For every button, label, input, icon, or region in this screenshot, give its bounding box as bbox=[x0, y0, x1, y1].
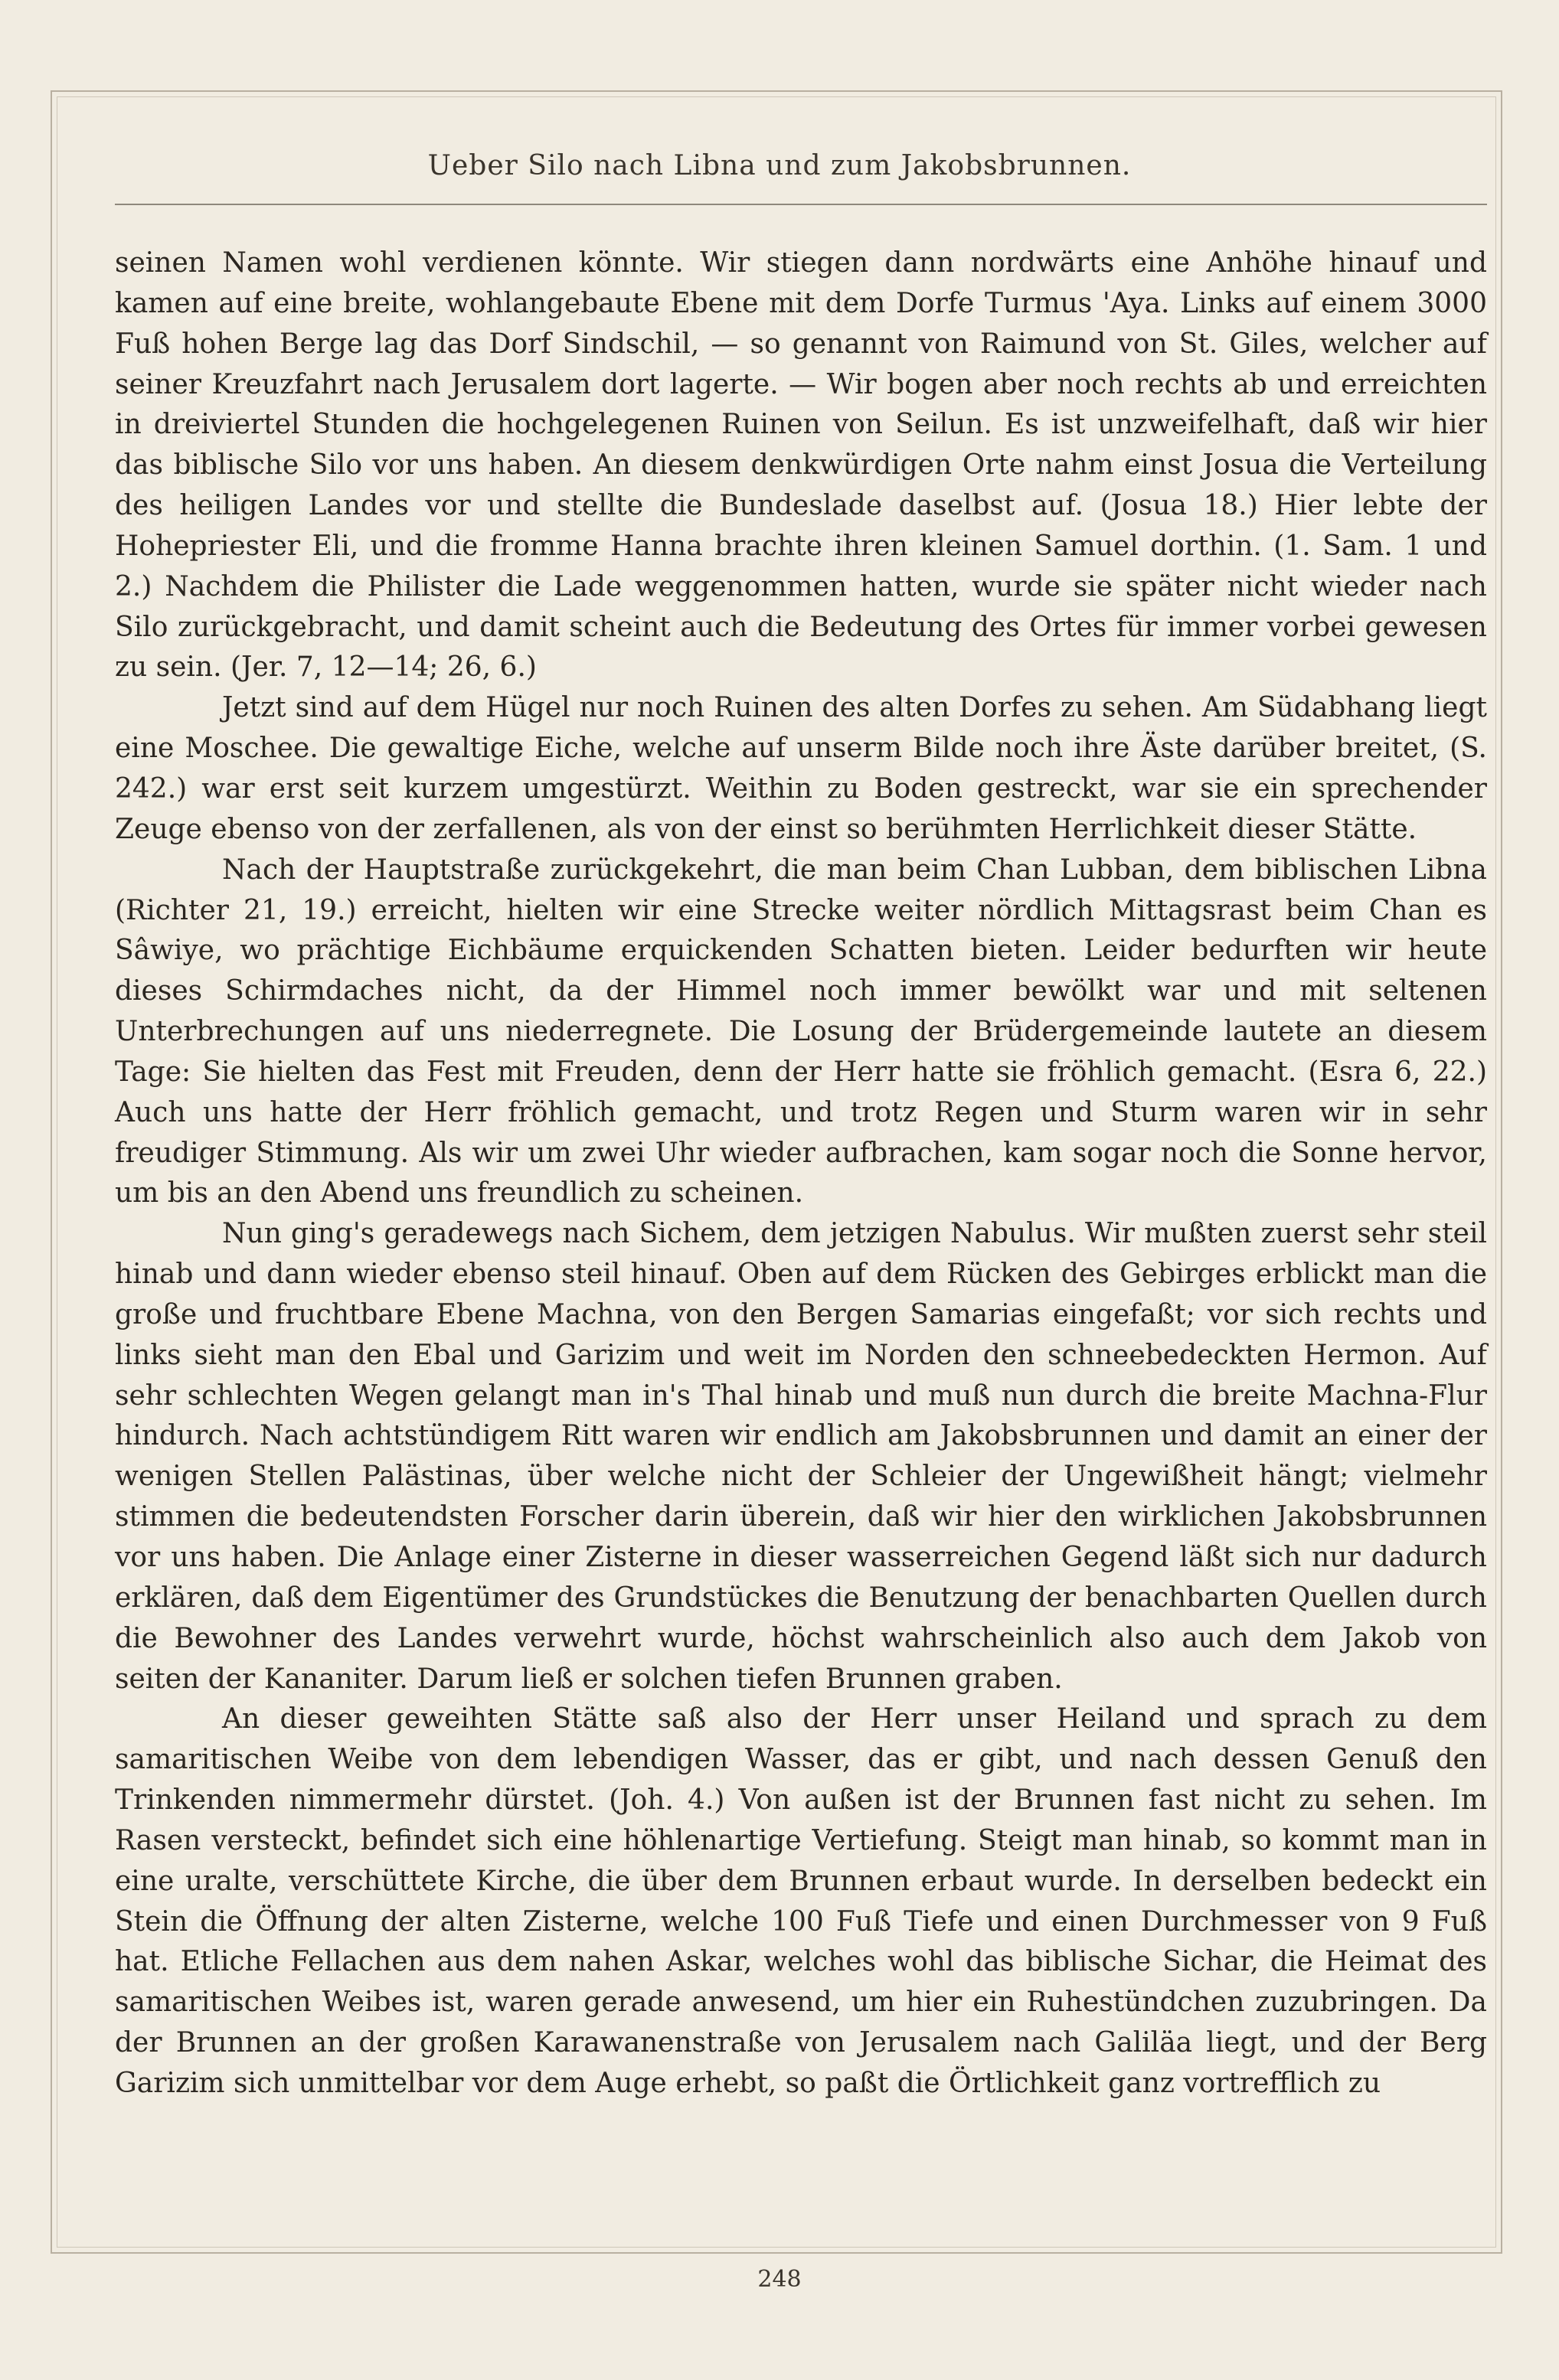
paragraph-1: seinen Namen wohl verdienen könnte. Wir stiegen dann nordwärts eine Anhöhe hinauf und kamen auf eine breite, wohlangebaute Ebene mit dem Dorfe Turmus 'Aya. Links auf einem 3000 Fuß hohen Berge lag das Dorf Sindschil, — so genannt von Raimund von St. Giles, welcher auf seiner Kreuzfahrt nach Jerusalem dort lagerte. — Wir bogen aber noch rechts ab und erreichten in dreiviertel Stunden die hochgelegenen Ruinen von Seilun. Es ist unzweifelhaft, daß wir hier das biblische Silo vor uns haben. An diesem denkwürdigen Orte nahm einst Josua die Verteilung des heiligen Landes vor und stellte die Bundeslade daselbst auf. (Josua 18.) Hier lebte der Hohepriester Eli, und die fromme Hanna brachte ihren kleinen Samuel dorthin. (1. Sam. 1 und 2.) Nachdem die Philister die Lade weggenommen hatten, wurde sie später nicht wieder nach Silo zurückgebracht, und damit scheint auch die Bedeutung des Ortes für immer vorbei gewesen zu sein. (Jer. 7, 12—14; 26, 6.) bbox=[115, 247, 1487, 684]
paragraph-4: Nun ging's geradewegs nach Sichem, dem jetzigen Nabulus. Wir mußten zuerst sehr steil hinab und dann wieder ebenso steil hinauf. Oben auf dem Rücken des Gebirges erblickt man die große und fruchtbare Ebene Machna, von den Bergen Samarias eingefaßt; vor sich rechts und links sieht man den Ebal und Garizim und weit im Norden den schneebedeckten Hermon. Auf sehr schlechten Wegen gelangt man in's Thal hinab und muß nun durch die breite Machna-Flur hindurch. Nach achtstündigem Ritt waren wir endlich am Jakobsbrunnen und damit an einer der wenigen Stellen Palästinas, über welche nicht der Schleier der Ungewißheit hängt; vielmehr stimmen die bedeutendsten Forscher darin überein, daß wir hier den wirklichen Jakobsbrunnen vor uns haben. Die Anlage einer Zisterne in dieser wasserreichen Gegend läßt sich nur dadurch erklären, daß dem Eigentümer des Grundstückes die Benutzung der benachbarten Quellen durch die Bewohner des Landes verwehrt wurde, höchst wahrscheinlich also auch dem Jakob von seiten der Kananiter. Darum ließ er solchen tiefen Brunnen graben. bbox=[115, 1218, 1487, 1695]
paragraph-5: An dieser geweihten Stätte saß also der Herr unser Heiland und sprach zu dem samaritischen Weibe von dem lebendigen Wasser, das er gibt, und nach dessen Genuß den Trinkenden nimmermehr dürstet. (Joh. 4.) Von außen ist der Brunnen fast nicht zu sehen. Im Rasen versteckt, befindet sich eine höhlenartige Vertiefung. Steigt man hinab, so kommt man in eine uralte, verschüttete Kirche, die über dem Brunnen erbaut wurde. In derselben bedeckt ein Stein die Öffnung der alten Zisterne, welche 100 Fuß Tiefe und einen Durchmesser von 9 Fuß hat. Etliche Fellachen aus dem nahen Askar, welches wohl das biblische Sichar, die Heimat des samaritischen Weibes ist, waren gerade anwesend, um hier ein Ruhestündchen zuzubringen. Da der Brunnen an der großen Karawanenstraße von Jerusalem nach Galiläa liegt, und der Berg Garizim sich unmittelbar vor dem Auge erhebt, so paßt die Örtlichkeit ganz vortrefflich zu bbox=[115, 1703, 1487, 2099]
body-text bbox=[115, 243, 1487, 2104]
running-header: Ueber Silo nach Libna und zum Jakobsbrunnen. bbox=[427, 150, 1132, 181]
header-rule bbox=[115, 204, 1487, 205]
page-number: 248 bbox=[757, 2266, 802, 2293]
paragraph-3: Nach der Hauptstraße zurückgekehrt, die man beim Chan Lubban, dem biblischen Libna (Richter 21, 19.) erreicht, hielten wir eine Strecke weiter nördlich Mittagsrast beim Chan es Sâwiye, wo prächtige Eichbäume erquickenden Schatten bieten. Leider bedurften wir heute dieses Schirmdaches nicht, da der Himmel noch immer bewölkt war und mit seltenen Unterbrechungen auf uns niederregnete. Die Losung der Brüdergemeinde lautete an diesem Tage: Sie hielten das Fest mit Freuden, denn der Herr hatte sie fröhlich gemacht. (Esra 6, 22.) Auch uns hatte der Herr fröhlich gemacht, und trotz Regen und Sturm waren wir in sehr freudiger Stimmung. Als wir um zwei Uhr wieder aufbrachen, kam sogar noch die Sonne hervor, um bis an den Abend uns freundlich zu scheinen. bbox=[115, 854, 1487, 1210]
paragraph-2: Jetzt sind auf dem Hügel nur noch Ruinen des alten Dorfes zu sehen. Am Südabhang liegt eine Moschee. Die gewaltige Eiche, welche auf unserm Bilde noch ihre Äste darüber breitet, (S. 242.) war erst seit kurzem umgestürzt. Weithin zu Boden gestreckt, war sie ein sprechender Zeuge ebenso von der zerfallenen, als von der einst so berühmten Herrlichkeit dieser Stätte. bbox=[115, 692, 1487, 845]
